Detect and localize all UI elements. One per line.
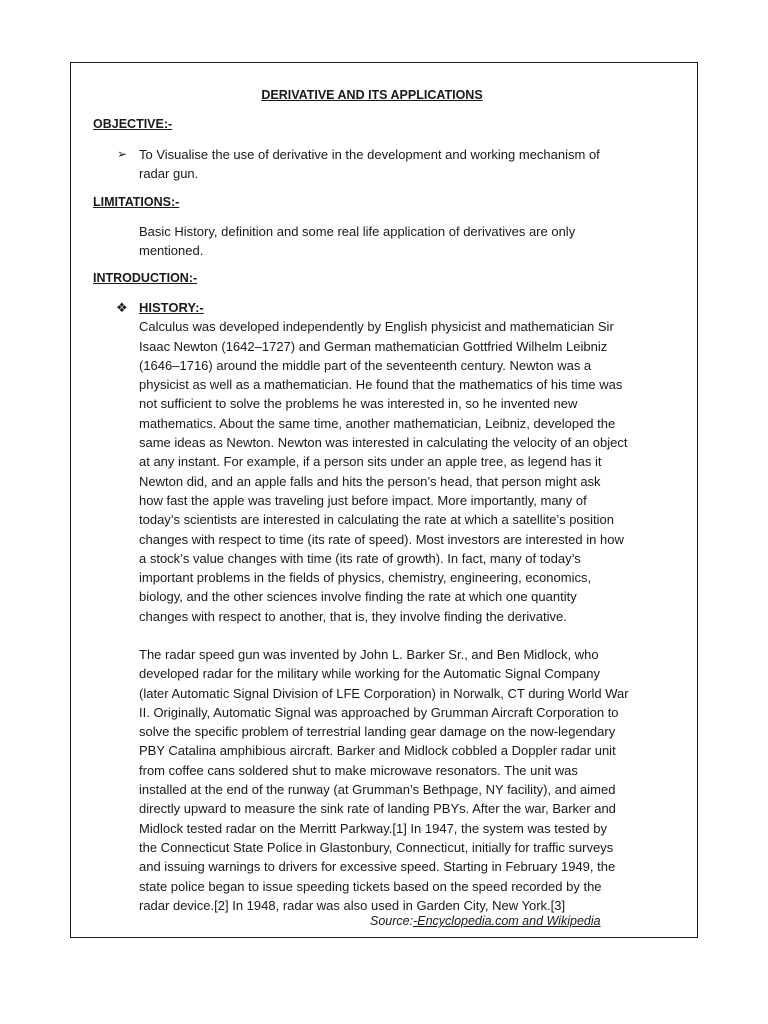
- source-citation: [370, 914, 601, 928]
- source-reference: -Encyclopedia.com and Wikipedia: [413, 914, 601, 928]
- paragraph-line: radar device.[2] In 1948, radar was also used in Garden City, New York.[3]: [139, 897, 566, 913]
- limitations-heading: LIMITATIONS:-: [93, 195, 180, 209]
- paragraph-line: solve the specific problem of terrestrial landing gear damage on the now-legendary: [139, 724, 616, 740]
- radar-paragraph: [139, 645, 629, 915]
- history-block: [139, 298, 627, 626]
- paragraph-line: PBY Catalina amphibious aircraft. Barker and Midlock cobbled a Doppler radar unit: [139, 743, 616, 759]
- paragraph-line: a stock’s value changes with time (its rate of growth). In fact, many of today’s: [139, 550, 581, 566]
- paragraph-line: biology, and the other sciences involve finding the rate at which one quantity: [139, 589, 577, 605]
- history-heading: HISTORY:-: [139, 300, 204, 315]
- paragraph-line: the Connecticut State Police in Glastonbury, Connecticut, initially for traffic surveys: [139, 839, 614, 855]
- paragraph-line: The radar speed gun was invented by John L. Barker Sr., and Ben Midlock, who: [139, 647, 599, 662]
- paragraph-line: state police began to issue speeding tickets based on the speed recorded by the: [139, 878, 602, 894]
- paragraph-line: today’s scientists are interested in calculating the rate at which a satellite’s position: [139, 512, 615, 528]
- objective-line: To Visualise the use of derivative in the development and working mechanism of: [139, 147, 600, 162]
- history-paragraph: [139, 317, 627, 626]
- paragraph-line: (1646–1716) around the middle part of the seventeenth century. Newton was a: [139, 357, 592, 373]
- paragraph-line: and issuing warnings to drivers for excessive speed. Starting in February 1949, the: [139, 859, 616, 875]
- paragraph-line: same ideas as Newton. Newton was interested in calculating the velocity of an object: [139, 435, 628, 451]
- paragraph-line: physicist as well as a mathematician. He found that the mathematics of his time was: [139, 377, 623, 393]
- paragraph-line: Newton did, and an apple falls and hits the person’s head, that person might ask: [139, 473, 601, 489]
- paragraph-line: from coffee cans soldered shut to make microwave resonators. The unit was: [139, 762, 578, 778]
- paragraph-line: at any instant. For example, if a person sits under an apple tree, as legend has it: [139, 454, 602, 470]
- limitations-line: Basic History, definition and some real life application of derivatives are only: [139, 224, 576, 239]
- source-label: Source:: [370, 914, 414, 928]
- limitations-line: mentioned.: [139, 243, 204, 259]
- paragraph-line: Isaac Newton (1642–1727) and German mathematician Gottfried Wilhelm Leibniz: [139, 338, 608, 354]
- paragraph-line: Calculus was developed independently by English physicist and mathematician Sir: [139, 319, 614, 335]
- paragraph-line: installed at the end of the runway (at Grumman’s Bethpage, NY facility), and aimed: [139, 782, 616, 798]
- paragraph-line: changes with respect to time (its rate of speed). Most investors are interested in how: [139, 531, 624, 547]
- paragraph-line: not sufficient to solve the problems he was interested in, so he invented new: [139, 396, 578, 412]
- paragraph-line: how fast the apple was traveling just before impact. More importantly, many of: [139, 492, 587, 508]
- paragraph-line: mathematics. About the same time, another mathematician, Leibniz, developed the: [139, 415, 616, 431]
- paragraph-line: important problems in the fields of physics, chemistry, engineering, economics,: [139, 570, 592, 586]
- diamond-bullet-icon: ❖: [116, 300, 128, 315]
- objective-line: radar gun.: [139, 166, 199, 182]
- arrow-bullet-icon: ➢: [117, 147, 128, 161]
- paragraph-line: directly upward to measure the sink rate of landing PBYs. After the war, Barker and: [139, 801, 616, 817]
- paragraph-line: changes with respect to another, that is, they involve finding the derivative.: [139, 608, 567, 624]
- document-title: DERIVATIVE AND ITS APPLICATIONS: [261, 88, 483, 102]
- objective-text: [139, 145, 600, 184]
- introduction-heading: INTRODUCTION:-: [93, 271, 198, 285]
- paragraph-line: (later Automatic Signal Division of LFE Corporation) in Norwalk, CT during World War: [139, 685, 629, 701]
- paragraph-line: developed radar for the military while working for the Automatic Signal Company: [139, 666, 601, 682]
- paragraph-line: II. Originally, Automatic Signal was approached by Grumman Aircraft Corporation to: [139, 704, 619, 720]
- paragraph-line: Midlock tested radar on the Merritt Parkway.[1] In 1947, the system was tested by: [139, 820, 607, 836]
- objective-heading: OBJECTIVE:-: [93, 117, 173, 131]
- limitations-text: [139, 222, 575, 261]
